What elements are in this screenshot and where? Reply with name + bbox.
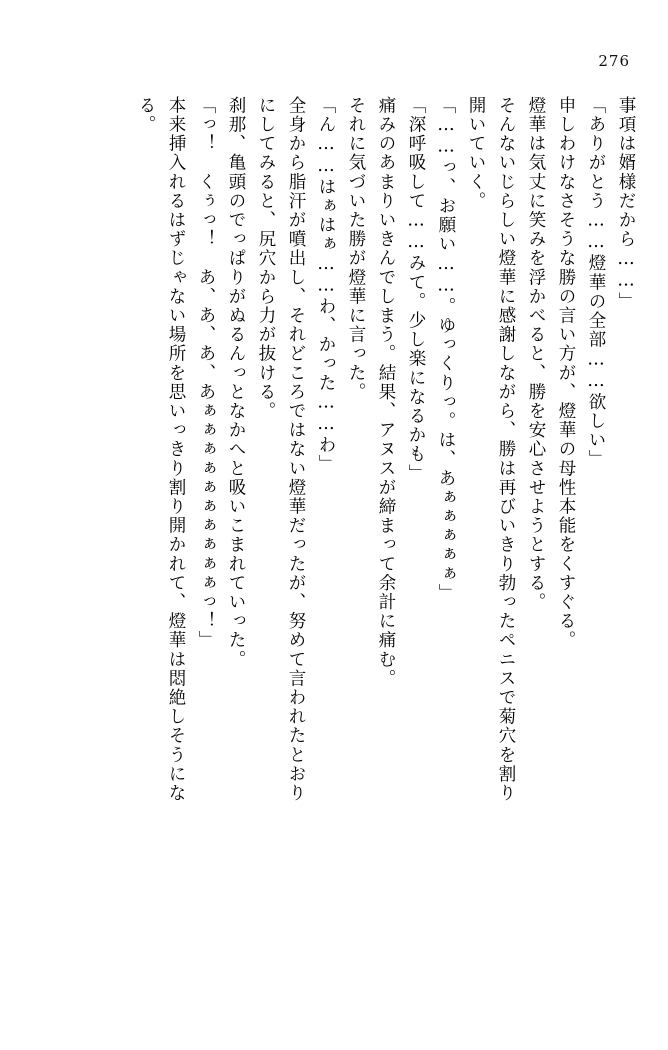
text-line: にしてみると、尻穴から力が抜ける。 <box>256 96 276 421</box>
text-line: 痛みのあまりいきんでしまう。結果、アヌスが締まって余計に痛む。 <box>376 96 396 689</box>
text-line: 「……っ、お願い……。ゆっくりっ。は、あぁぁぁぁぁ」 <box>436 96 456 603</box>
vertical-text-body <box>40 96 634 1020</box>
text-line: そんないじらしい燈華に感謝しながら、勝は再びいきり勃ったペニスで菊穴を割り <box>496 96 516 803</box>
text-line: 「っ！ くぅっ！ あ、あ、あ、あぁぁぁぁぁぁぁぁぁぁっ！」 <box>196 96 216 650</box>
text-line: それに気づいた勝が燈華に言った。 <box>346 96 366 402</box>
text-line: 刹那、亀頭のでっぱりがぬるんっとなかへと吸いこまれていった。 <box>226 96 246 669</box>
text-line: 全身から脂汗が噴出し、それどころではない燈華だったが、努めて言われたとおり <box>286 96 306 803</box>
text-line: 燈華は気丈に笑みを浮かべると、勝を安心させようとする。 <box>526 96 546 612</box>
text-line: 事項は婿様だから……」 <box>616 96 636 312</box>
text-line: る。 <box>136 96 156 135</box>
text-line: 申しわけなさそうな勝の言い方が、燈華の母性本能をくすぐる。 <box>556 96 576 650</box>
text-line: 開いていく。 <box>466 96 486 211</box>
text-line: 「ん……はぁはぁ……わ、かった……わ」 <box>316 96 336 474</box>
page-number: 276 <box>598 52 630 70</box>
text-line: 本来挿入れるはずじゃない場所を思いっきり割り開かれて、燈華は悶絶しそうにな <box>166 96 186 803</box>
text-line: 「深呼吸して……みて。少し楽になるかも」 <box>406 96 426 483</box>
text-line: 「ありがとう……燈華の全部……欲しい」 <box>586 96 606 469</box>
